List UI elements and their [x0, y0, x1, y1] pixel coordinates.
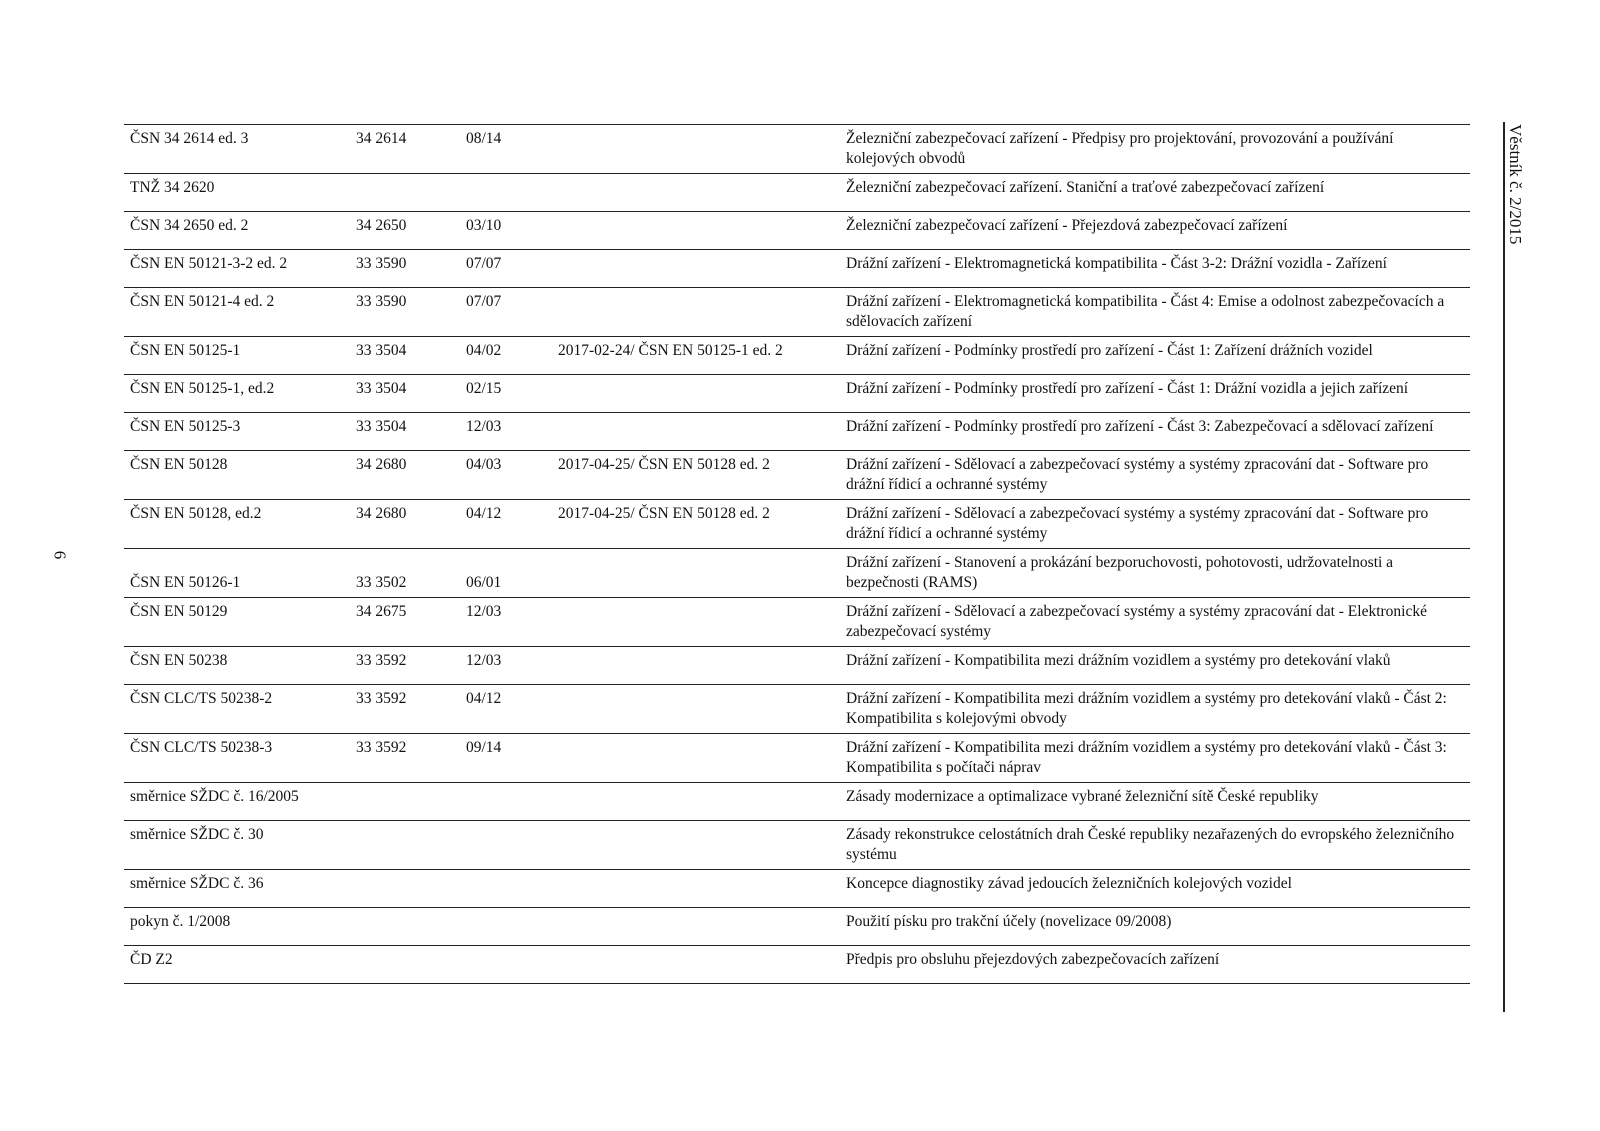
date-cell [460, 821, 552, 870]
date-cell: 12/03 [460, 413, 552, 451]
class-cell: 34 2614 [350, 125, 460, 174]
replaced-by-cell: 2017-02-24/ ČSN EN 50125-1 ed. 2 [552, 337, 840, 375]
class-cell: 34 2650 [350, 212, 460, 250]
date-cell [460, 870, 552, 908]
class-cell: 34 2680 [350, 451, 460, 500]
standard-cell: směrnice SŽDC č. 16/2005 [124, 783, 350, 821]
title-cell: Použití písku pro trakční účely (novelizace 09/2008) [840, 908, 1470, 946]
title-cell: Drážní zařízení - Stanovení a prokázání bezporuchovosti, pohotovosti, udržovatelnosti a bezpečnosti (RAMS) [840, 549, 1470, 598]
standard-cell: TNŽ 34 2620 [124, 174, 350, 212]
replaced-by-cell [552, 212, 840, 250]
title-cell: Železniční zabezpečovací zařízení. Staniční a traťové zabezpečovací zařízení [840, 174, 1470, 212]
date-cell: 12/03 [460, 598, 552, 647]
table-row [124, 337, 1470, 375]
class-cell: 34 2680 [350, 500, 460, 549]
class-cell: 33 3502 [350, 549, 460, 598]
date-cell [460, 783, 552, 821]
date-cell: 06/01 [460, 549, 552, 598]
title-cell: Drážní zařízení - Podmínky prostředí pro zařízení - Část 1: Zařízení drážních vozidel [840, 337, 1470, 375]
standard-cell: ČSN EN 50125-1, ed.2 [124, 375, 350, 413]
date-cell: 08/14 [460, 125, 552, 174]
standard-cell: ČSN EN 50121-3-2 ed. 2 [124, 250, 350, 288]
title-cell: Železniční zabezpečovací zařízení - Přejezdová zabezpečovací zařízení [840, 212, 1470, 250]
standard-cell: ČD Z2 [124, 946, 350, 984]
replaced-by-cell: 2017-04-25/ ČSN EN 50128 ed. 2 [552, 500, 840, 549]
replaced-by-cell [552, 946, 840, 984]
table-row [124, 451, 1470, 500]
class-cell [350, 870, 460, 908]
replaced-by-cell [552, 821, 840, 870]
table-row [124, 598, 1470, 647]
page-number: 6 [50, 550, 70, 560]
date-cell: 04/03 [460, 451, 552, 500]
table-row [124, 870, 1470, 908]
title-cell: Drážní zařízení - Podmínky prostředí pro zařízení - Část 1: Drážní vozidla a jejich zařízení [840, 375, 1470, 413]
class-cell: 33 3504 [350, 375, 460, 413]
standard-cell: ČSN EN 50129 [124, 598, 350, 647]
title-cell: Koncepce diagnostiky závad jedoucích železničních kolejových vozidel [840, 870, 1470, 908]
title-cell: Drážní zařízení - Sdělovací a zabezpečovací systémy a systémy zpracování dat - Software pro drážní řídicí a ochranné systémy [840, 500, 1470, 549]
table-row [124, 250, 1470, 288]
class-cell [350, 174, 460, 212]
bulletin-header: Věstník č. 2/2015 [1506, 124, 1525, 245]
standard-cell: směrnice SŽDC č. 36 [124, 870, 350, 908]
class-cell: 33 3504 [350, 413, 460, 451]
standard-cell: směrnice SŽDC č. 30 [124, 821, 350, 870]
title-cell: Drážní zařízení - Elektromagnetická kompatibilita - Část 4: Emise a odolnost zabezpečovacích a sdělovacích zařízení [840, 288, 1470, 337]
standard-cell: ČSN 34 2650 ed. 2 [124, 212, 350, 250]
replaced-by-cell [552, 413, 840, 451]
table-row [124, 174, 1470, 212]
standard-cell: ČSN EN 50128, ed.2 [124, 500, 350, 549]
date-cell [460, 908, 552, 946]
date-cell: 12/03 [460, 647, 552, 685]
replaced-by-cell [552, 375, 840, 413]
table-row [124, 946, 1470, 984]
class-cell [350, 783, 460, 821]
date-cell: 03/10 [460, 212, 552, 250]
table-row [124, 288, 1470, 337]
table-row [124, 500, 1470, 549]
class-cell [350, 908, 460, 946]
class-cell: 34 2675 [350, 598, 460, 647]
title-cell: Zásady rekonstrukce celostátních drah České republiky nezařazených do evropského železničního systému [840, 821, 1470, 870]
standard-cell: ČSN CLC/TS 50238-3 [124, 734, 350, 783]
replaced-by-cell [552, 549, 840, 598]
header-divider [1503, 122, 1505, 1012]
date-cell: 04/12 [460, 500, 552, 549]
date-cell: 07/07 [460, 288, 552, 337]
table-row [124, 375, 1470, 413]
table-row [124, 821, 1470, 870]
table-row [124, 908, 1470, 946]
table-row [124, 413, 1470, 451]
class-cell: 33 3592 [350, 647, 460, 685]
date-cell [460, 946, 552, 984]
replaced-by-cell [552, 685, 840, 734]
title-cell: Drážní zařízení - Kompatibilita mezi drážním vozidlem a systémy pro detekování vlaků - Část 3: Kompatibilita s počítači náprav [840, 734, 1470, 783]
replaced-by-cell [552, 908, 840, 946]
date-cell: 02/15 [460, 375, 552, 413]
title-cell: Drážní zařízení - Podmínky prostředí pro zařízení - Část 3: Zabezpečovací a sdělovací zařízení [840, 413, 1470, 451]
standard-cell: ČSN EN 50238 [124, 647, 350, 685]
replaced-by-cell [552, 288, 840, 337]
table-row [124, 783, 1470, 821]
class-cell: 33 3504 [350, 337, 460, 375]
date-cell [460, 174, 552, 212]
replaced-by-cell [552, 125, 840, 174]
replaced-by-cell [552, 870, 840, 908]
standard-cell: ČSN EN 50125-3 [124, 413, 350, 451]
title-cell: Předpis pro obsluhu přejezdových zabezpečovacích zařízení [840, 946, 1470, 984]
date-cell: 09/14 [460, 734, 552, 783]
title-cell: Drážní zařízení - Kompatibilita mezi drážním vozidlem a systémy pro detekování vlaků [840, 647, 1470, 685]
replaced-by-cell [552, 174, 840, 212]
date-cell: 04/02 [460, 337, 552, 375]
standard-cell: ČSN EN 50126-1 [124, 549, 350, 598]
replaced-by-cell [552, 647, 840, 685]
standards-table [124, 124, 1470, 984]
table-row [124, 647, 1470, 685]
replaced-by-cell [552, 250, 840, 288]
standard-cell: ČSN 34 2614 ed. 3 [124, 125, 350, 174]
title-cell: Drážní zařízení - Sdělovací a zabezpečovací systémy a systémy zpracování dat - Software pro drážní řídicí a ochranné systémy [840, 451, 1470, 500]
replaced-by-cell [552, 783, 840, 821]
table-row [124, 125, 1470, 174]
title-cell: Zásady modernizace a optimalizace vybrané železniční sítě České republiky [840, 783, 1470, 821]
class-cell [350, 821, 460, 870]
date-cell: 04/12 [460, 685, 552, 734]
table-row [124, 212, 1470, 250]
class-cell: 33 3590 [350, 250, 460, 288]
table-row [124, 685, 1470, 734]
class-cell: 33 3592 [350, 734, 460, 783]
replaced-by-cell: 2017-04-25/ ČSN EN 50128 ed. 2 [552, 451, 840, 500]
table-row [124, 549, 1470, 598]
class-cell: 33 3592 [350, 685, 460, 734]
title-cell: Drážní zařízení - Sdělovací a zabezpečovací systémy a systémy zpracování dat - Elektronické zabezpečovací systémy [840, 598, 1470, 647]
title-cell: Drážní zařízení - Elektromagnetická kompatibilita - Část 3-2: Drážní vozidla - Zařízení [840, 250, 1470, 288]
table-row [124, 734, 1470, 783]
title-cell: Železniční zabezpečovací zařízení - Předpisy pro projektování, provozování a používání kolejových obvodů [840, 125, 1470, 174]
class-cell: 33 3590 [350, 288, 460, 337]
class-cell [350, 946, 460, 984]
date-cell: 07/07 [460, 250, 552, 288]
standard-cell: ČSN EN 50121-4 ed. 2 [124, 288, 350, 337]
replaced-by-cell [552, 734, 840, 783]
replaced-by-cell [552, 598, 840, 647]
standard-cell: pokyn č. 1/2008 [124, 908, 350, 946]
standard-cell: ČSN CLC/TS 50238-2 [124, 685, 350, 734]
standard-cell: ČSN EN 50125-1 [124, 337, 350, 375]
standards-table-body [124, 125, 1470, 984]
standard-cell: ČSN EN 50128 [124, 451, 350, 500]
title-cell: Drážní zařízení - Kompatibilita mezi drážním vozidlem a systémy pro detekování vlaků - Část 2: Kompatibilita s kolejovými obvody [840, 685, 1470, 734]
